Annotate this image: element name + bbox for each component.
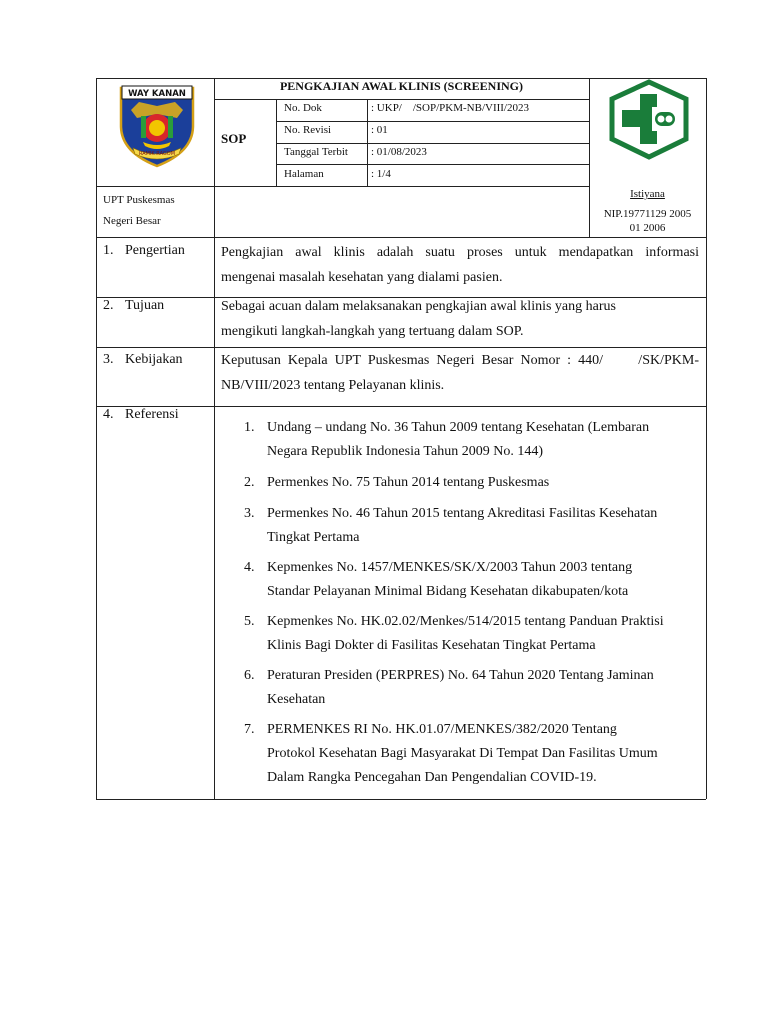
field-value-no-dok: : UKP/ /SOP/PKM-NB/VIII/2023 bbox=[371, 102, 529, 114]
section-title: Kebijakan bbox=[125, 352, 183, 367]
section-text-line: mengenai masalah kesehatan yang dialami pasien. bbox=[221, 270, 503, 285]
section-number: 4. bbox=[103, 407, 114, 422]
svg-text:WAY KANAN: WAY KANAN bbox=[128, 89, 186, 99]
field-label-halaman: Halaman bbox=[284, 168, 324, 180]
section-text-line: Keputusan Kepala UPT Puskesmas Negeri Besar Nomor : 440/ /SK/PKM- bbox=[221, 353, 699, 368]
signer-name: Istiyana bbox=[630, 188, 665, 200]
section-number: 3. bbox=[103, 352, 114, 367]
org-name-line2: Negeri Besar bbox=[103, 215, 161, 227]
field-label-no-dok: No. Dok bbox=[284, 102, 322, 114]
field-value-tanggal-terbit: : 01/08/2023 bbox=[371, 146, 427, 158]
section-text-line: mengikuti langkah-langkah yang tertuang dalam SOP. bbox=[221, 324, 524, 339]
puskesmas-logo bbox=[606, 79, 692, 161]
section-number: 2. bbox=[103, 298, 114, 313]
signer-nip-line1: NIP.19771129 2005 bbox=[603, 208, 692, 220]
section-title: Pengertian bbox=[125, 243, 185, 258]
field-label-no-revisi: No. Revisi bbox=[284, 124, 332, 136]
section-text-line: Pengkajian awal klinis adalah suatu proses untuk mendapatkan informasi bbox=[221, 245, 699, 260]
way-kanan-logo bbox=[117, 82, 197, 168]
sop-label: SOP bbox=[221, 131, 247, 146]
signer-nip-line2: 01 2006 bbox=[629, 222, 666, 234]
field-value-no-revisi: : 01 bbox=[371, 124, 388, 136]
field-label-tanggal-terbit: Tanggal Terbit bbox=[284, 146, 348, 158]
section-title: Tujuan bbox=[125, 298, 165, 313]
field-value-halaman: : 1/4 bbox=[371, 168, 391, 180]
section-text-line: NB/VIII/2023 tentang Pelayanan klinis. bbox=[221, 378, 445, 393]
org-name-line1: UPT Puskesmas bbox=[103, 194, 175, 206]
section-number: 1. bbox=[103, 243, 114, 258]
document-title: PENGKAJIAN AWAL KLINIS (SCREENING) bbox=[279, 79, 524, 93]
section-text-line: Sebagai acuan dalam melaksanakan pengkajian awal klinis yang harus bbox=[221, 299, 616, 314]
svg-text:RAMIK RAGOM: RAMIK RAGOM bbox=[138, 151, 176, 157]
section-title: Referensi bbox=[125, 407, 179, 422]
